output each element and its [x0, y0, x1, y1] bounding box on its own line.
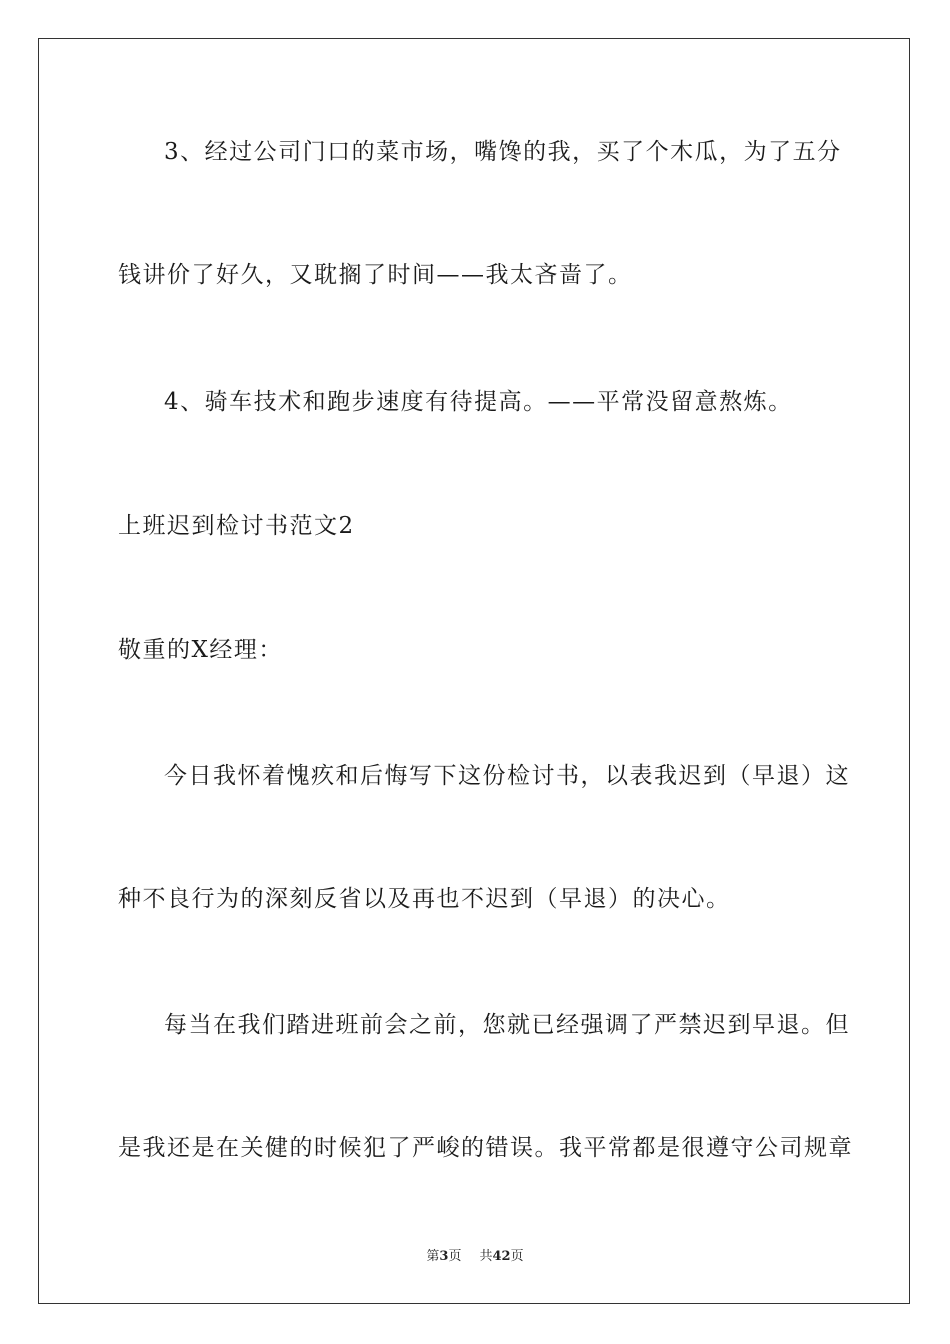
paragraph-line: 种不良行为的深刻反省以及再也不迟到（早退）的决心。: [118, 886, 731, 912]
paragraph-line: 今日我怀着愧疚和后悔写下这份检讨书，以表我迟到（早退）这: [164, 763, 850, 789]
page-border: [38, 38, 910, 1304]
footer-total-suffix: 页: [510, 1249, 524, 1264]
paragraph-line: 是我还是在关健的时候犯了严峻的错误。我平常都是很遵守公司规章: [118, 1135, 853, 1161]
paragraph-line: 3、经过公司门口的菜市场，嘴馋的我，买了个木瓜，为了五分: [164, 139, 842, 165]
section-heading: 上班迟到检讨书范文2: [118, 513, 355, 539]
paragraph-line: 钱讲价了好久，又耽搁了时间——我太吝啬了。: [118, 262, 633, 288]
footer-page-number: 3: [439, 1249, 449, 1264]
paragraph-line: 每当在我们踏进班前会之前，您就已经强调了严禁迟到早退。但: [164, 1012, 850, 1038]
footer-page-suffix: 页: [448, 1249, 462, 1264]
paragraph-line: 4、骑车技术和跑步速度有待提高。——平常没留意熬炼。: [164, 389, 793, 415]
footer-total-pages: 42: [492, 1249, 511, 1264]
salutation: 敬重的X经理：: [118, 637, 283, 663]
page-footer: [0, 1248, 950, 1266]
footer-total-prefix: 共: [479, 1249, 493, 1264]
footer-page-prefix: 第: [426, 1249, 440, 1264]
